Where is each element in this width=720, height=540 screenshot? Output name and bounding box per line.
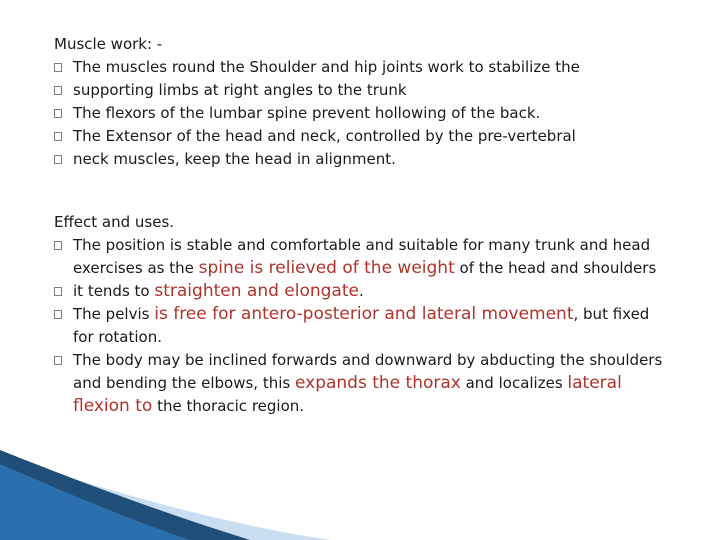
effect-uses-section xyxy=(54,211,674,418)
bullet-box-icon xyxy=(54,155,62,164)
effect-uses-heading: Effect and uses. xyxy=(54,213,175,231)
muscle-bullet: The Extensor of the head and neck, controlled by the pre-vertebral xyxy=(54,125,694,148)
bullet-box-icon xyxy=(54,241,62,250)
muscle-bullet: The muscles round the Shoulder and hip joints work to stabilize the xyxy=(54,56,694,79)
muscle-bullet: neck muscles, keep the head in alignment. xyxy=(54,148,694,171)
effect-bullet-pelvis: The pelvis is free for antero-posterior and lateral movement, but fixed for rotation. xyxy=(54,303,663,349)
muscle-bullet: The flexors of the lumbar spine prevent hollowing of the back. xyxy=(54,102,694,125)
highlight-text: is free for antero-posterior and lateral movement xyxy=(154,304,574,324)
bullet-box-icon xyxy=(54,63,62,72)
bullet-box-icon xyxy=(54,310,62,319)
highlight-text: straighten and elongate xyxy=(154,281,359,301)
effect-bullet-body: The body may be inclined forwards and downward by abducting the shoulders and bending the elbows, this expands the thorax and localizes lateral flexion to the thoracic region. xyxy=(54,349,663,418)
highlight-text: lateral flexion to xyxy=(73,373,622,416)
bullet-box-icon xyxy=(54,109,62,118)
highlight-text: spine is relieved of the weight xyxy=(198,258,455,278)
bullet-box-icon xyxy=(54,86,62,95)
effect-bullet-stability: The position is stable and comfortable and suitable for many trunk and head exercises as the spine is relieved of the weight of the head and shoulders xyxy=(54,234,663,280)
muscle-bullet: supporting limbs at right angles to the trunk xyxy=(54,79,694,102)
bullet-box-icon xyxy=(54,132,62,141)
muscle-work-section xyxy=(54,33,694,171)
effect-bullet-straighten: it tends to straighten and elongate. xyxy=(54,280,663,303)
corner-swoosh-decoration xyxy=(0,450,720,540)
muscle-work-heading: Muscle work: - xyxy=(54,35,163,53)
highlight-text: expands the thorax xyxy=(294,373,461,393)
bullet-box-icon xyxy=(54,287,62,296)
bullet-box-icon xyxy=(54,356,62,365)
